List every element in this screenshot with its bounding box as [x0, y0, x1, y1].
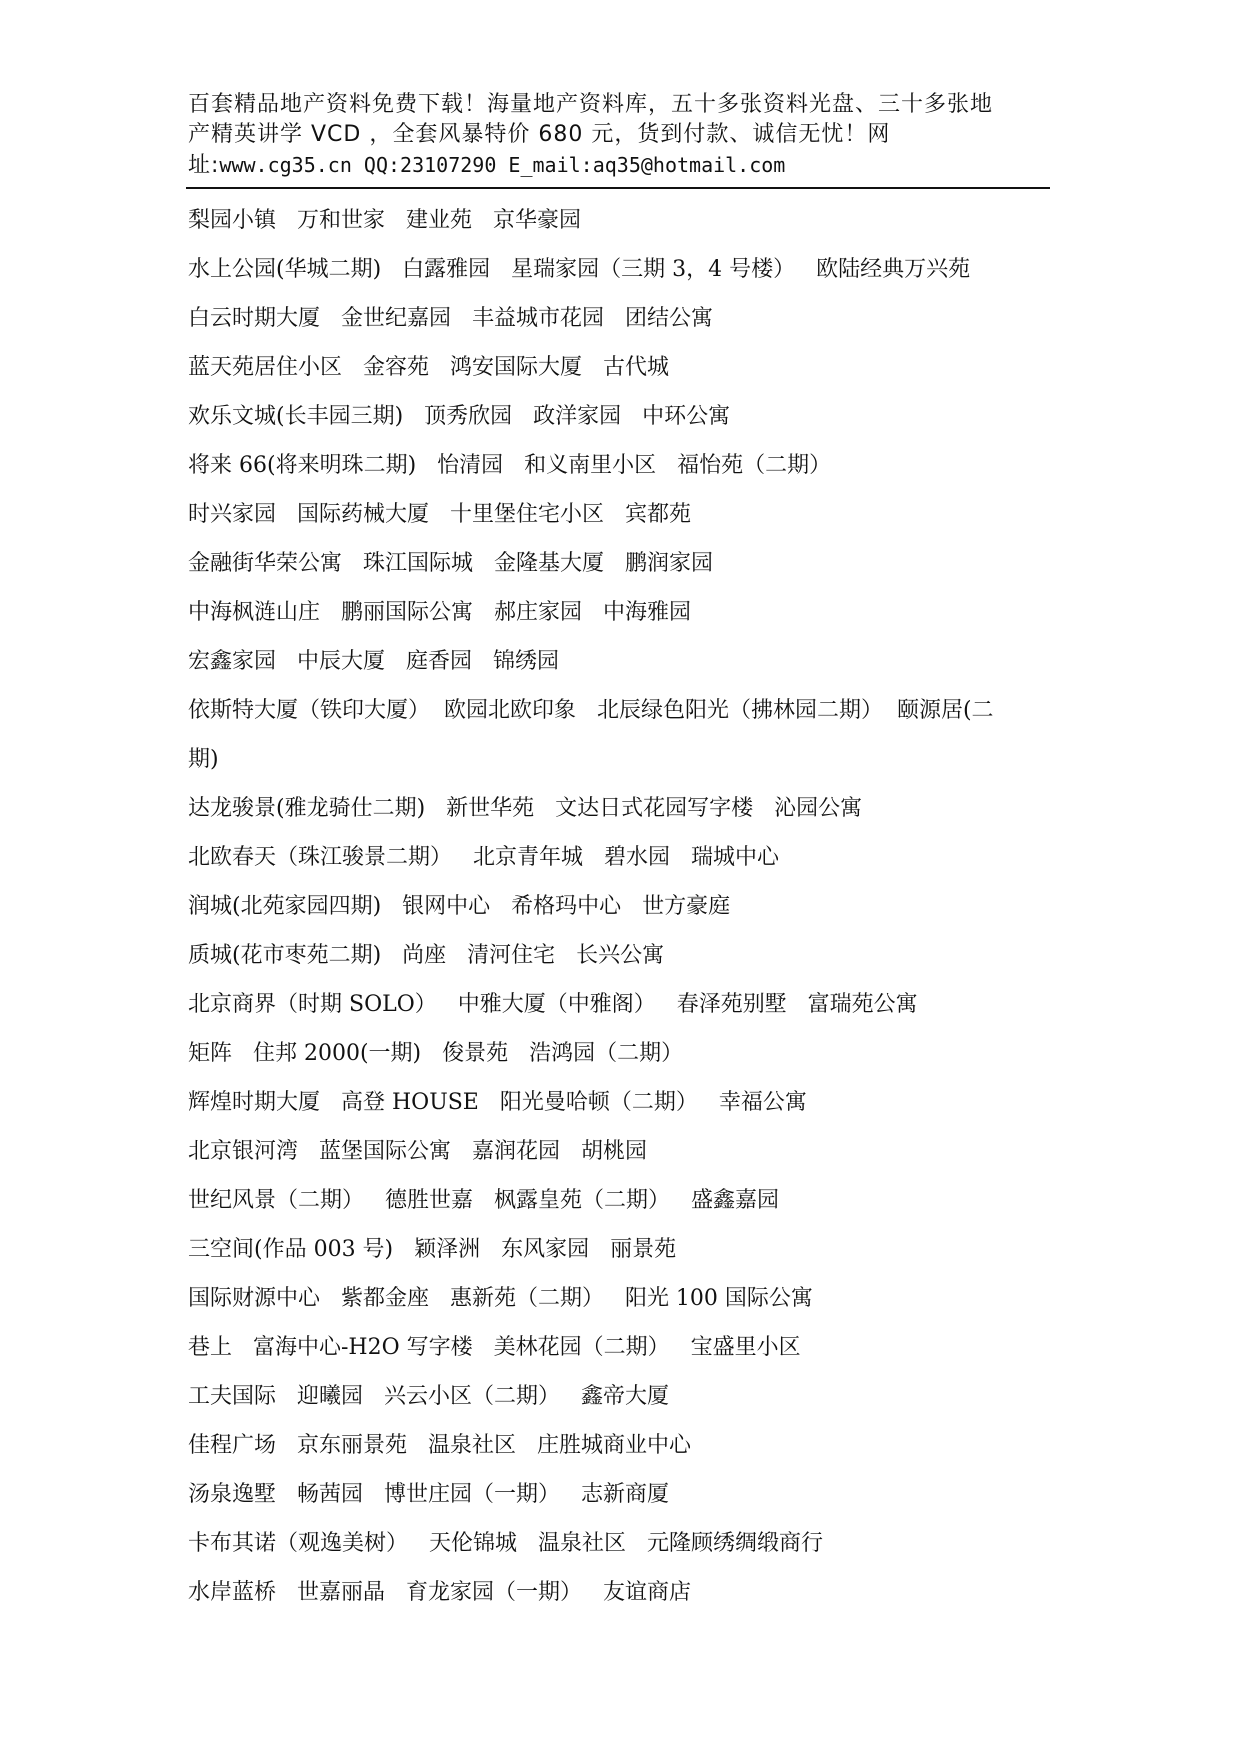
- list-row: 工夫国际 迎曦园 兴云小区（二期） 鑫帝大厦: [188, 1384, 669, 1409]
- header-line-3-prefix: 址:: [188, 153, 220, 178]
- header-line-1: 百套精品地产资料免费下载！海量地产资料库，五十多张资料光盘、三十多张地: [188, 92, 994, 117]
- list-row: 矩阵 住邦 2000(一期) 俊景苑 浩鸿园（二期）: [188, 1041, 684, 1066]
- list-row: 金融街华荣公寓 珠江国际城 金隆基大厦 鹏润家园: [188, 551, 713, 576]
- list-row: 巷上 富海中心-H2O 写字楼 美林花园（二期） 宝盛里小区: [188, 1335, 801, 1360]
- list-row: 质城(花市枣苑二期) 尚座 清河住宅 长兴公寓: [188, 943, 665, 968]
- header-divider: [186, 187, 1050, 189]
- list-row: 国际财源中心 紫都金座 惠新苑（二期） 阳光 100 国际公寓: [188, 1286, 813, 1311]
- list-row: 依斯特大厦（铁印大厦） 欧园北欧印象 北辰绿色阳光（拂林园二期） 颐源居(二: [188, 698, 994, 723]
- header-line-3: [188, 150, 1058, 181]
- list-row: 佳程广场 京东丽景苑 温泉社区 庄胜城商业中心: [188, 1433, 691, 1458]
- list-row: 将来 66(将来明珠二期) 怡清园 和义南里小区 福怡苑（二期）: [188, 453, 832, 478]
- list-row: 水岸蓝桥 世嘉丽晶 育龙家园（一期） 友谊商店: [188, 1580, 691, 1605]
- list-row: 期): [188, 747, 219, 772]
- list-row: 润城(北苑家园四期) 银网中心 希格玛中心 世方豪庭: [188, 894, 731, 919]
- list-row: 中海枫涟山庄 鹏丽国际公寓 郝庄家园 中海雅园: [188, 600, 691, 625]
- list-row: 北欧春天（珠江骏景二期） 北京青年城 碧水园 瑞城中心: [188, 845, 779, 870]
- list-row: 水上公园(华城二期) 白露雅园 星瑞家园（三期 3，4 号楼） 欧陆经典万兴苑: [188, 257, 971, 282]
- list-row: 北京银河湾 蓝堡国际公寓 嘉润花园 胡桃园: [188, 1139, 647, 1164]
- list-row: 梨园小镇 万和世家 建业苑 京华豪园: [188, 208, 581, 233]
- list-row: 汤泉逸墅 畅茜园 博世庄园（一期） 志新商厦: [188, 1482, 669, 1507]
- page-header: [188, 90, 1058, 181]
- list-row: 蓝天苑居住小区 金容苑 鸿安国际大厦 古代城: [188, 355, 669, 380]
- list-row: 宏鑫家园 中辰大厦 庭香园 锦绣园: [188, 649, 559, 674]
- list-row: 时兴家园 国际药械大厦 十里堡住宅小区 宾都苑: [188, 502, 691, 527]
- list-row: 卡布其诺（观逸美树） 天伦锦城 温泉社区 元隆顾绣绸缎商行: [188, 1531, 823, 1556]
- list-row: 达龙骏景(雅龙骑仕二期) 新世华苑 文达日式花园写字楼 沁园公寓: [188, 796, 863, 821]
- header-line-2: 产精英讲学 VCD ，全套风暴特价 680 元，货到付款、诚信无忧！网: [188, 122, 891, 147]
- list-row: 欢乐文城(长丰园三期) 顶秀欣园 政洋家园 中环公寓: [188, 404, 731, 429]
- list-row: 世纪风景（二期） 德胜世嘉 枫露皇苑（二期） 盛鑫嘉园: [188, 1188, 779, 1213]
- list-row: 辉煌时期大厦 高登 HOUSE 阳光曼哈顿（二期） 幸福公寓: [188, 1090, 807, 1115]
- list-row: 白云时期大厦 金世纪嘉园 丰益城市花园 团结公寓: [188, 306, 713, 331]
- list-row: 三空间(作品 003 号) 颖泽洲 东风家园 丽景苑: [188, 1237, 677, 1262]
- header-contact: www.cg35.cn QQ:23107290 E_mail:aq35@hotmail.com: [219, 153, 786, 177]
- list-row: 北京商界（时期 SOLO） 中雅大厦（中雅阁） 春泽苑别墅 富瑞苑公寓: [188, 992, 918, 1017]
- property-list: [188, 196, 1088, 1617]
